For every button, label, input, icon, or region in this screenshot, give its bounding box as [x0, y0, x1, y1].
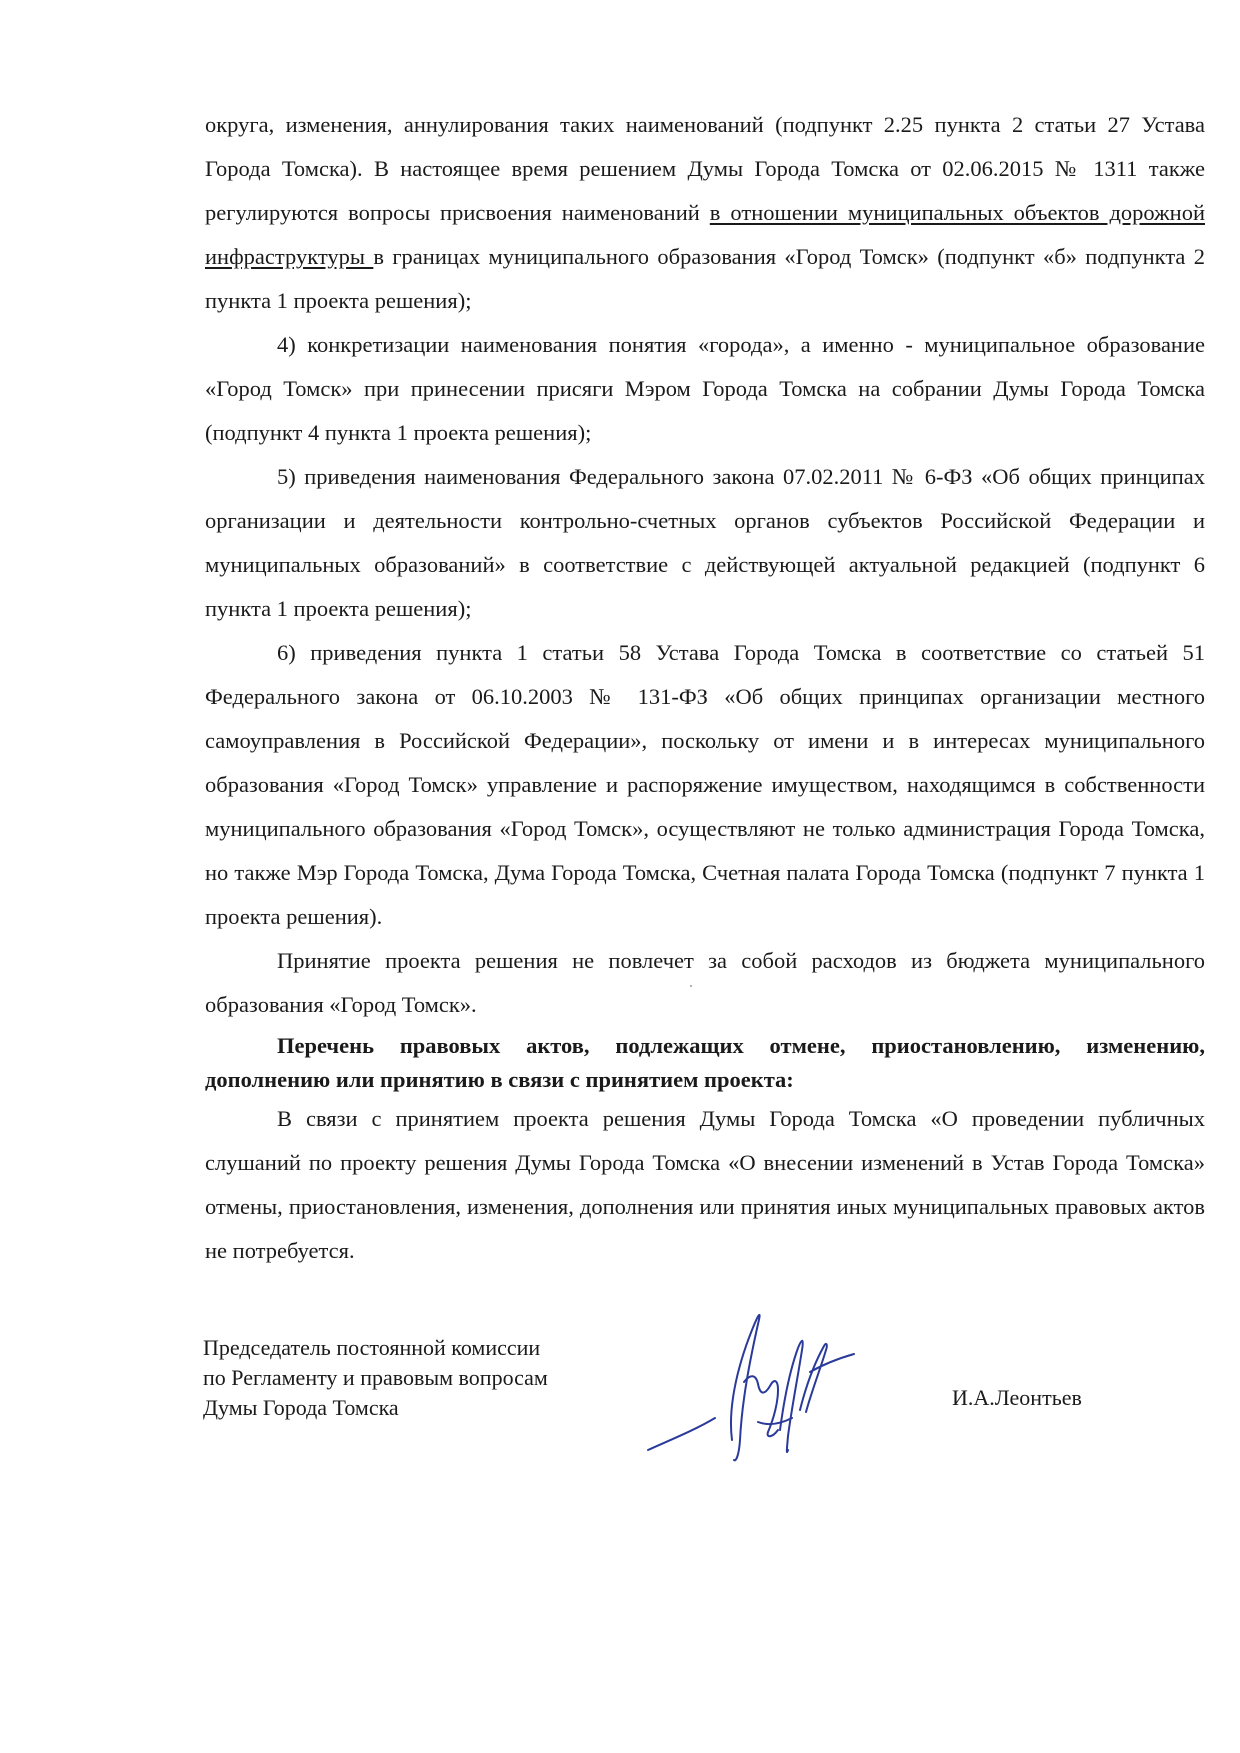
paragraph-legal-acts: В связи с принятием проекта решения Думы Города Томска «О проведении публичных слушаний по проекту решения Думы Города Томска «О внесении изменений в Устав Города Томска» отмены, приостановления, изменения, дополнения или принятия иных муниципальных правовых актов не потребуется. [205, 1106, 1205, 1263]
signature-stroke [744, 1376, 778, 1436]
paragraph-intro [205, 103, 1205, 323]
signature-stroke [731, 1315, 760, 1460]
signatory-title-line-2: по Регламенту и правовым вопросам [203, 1365, 548, 1390]
paragraph-item-4: 4) конкретизации наименования понятия «города», а именно - муниципальное образование «Город Томск» при принесении присяги Мэром Города Томска на собрании Думы Города Томска (подпункт 4 пункта 1 проекта решения); [205, 332, 1205, 445]
signatory-title-line-3: Думы Города Томска [203, 1395, 399, 1420]
section-heading: Перечень правовых актов, подлежащих отмене, приостановлению, изменению, дополнению или принятию в связи с принятием проекта: [205, 1033, 1205, 1092]
signatory-name: И.А.Леонтьев [952, 1385, 1082, 1410]
paragraph-intro-end: в границах муниципального образования «Город Томск» (подпункт «б» подпункта 2 пункта 1 проекта решения); [205, 244, 1206, 313]
handwritten-signature [640, 1290, 860, 1470]
paragraph-item-5: 5) приведения наименования Федерального закона 07.02.2011 № 6-ФЗ «Об общих принципах организации и деятельности контрольно-счетных органов субъектов Российской Федерации и муниципальных образований» в соответствие с действующей актуальной редакцией (подпункт 6 пункта 1 проекта решения); [205, 464, 1205, 621]
signature-stroke [780, 1341, 803, 1452]
scan-speck [690, 985, 692, 987]
signature-stroke [800, 1344, 827, 1412]
signature-stroke [758, 1418, 792, 1424]
paragraph-item-6: 6) приведения пункта 1 статьи 58 Устава Города Томска в соответствие со статьей 51 Федерального закона от 06.10.2003 № 131-ФЗ «Об общих принципах организации местного самоуправления в Российской Федерации», поскольку от имени и в интересах муниципального образования «Город Томск» управление и распоряжение имуществом, находящимся в собственности муниципального образования «Город Томск», осуществляют не только администрация Города Томска, но также Мэр Города Томска, Дума Города Томска, Счетная палата Города Томска (подпункт 7 пункта 1 проекта решения). [205, 640, 1205, 929]
paragraph-budget: Принятие проекта решения не повлечет за собой расходов из бюджета муниципального образования «Город Томск». [205, 948, 1205, 1017]
signature-stroke [648, 1418, 715, 1450]
underlined-phrase: в отношении муниципальных объектов дорожной инфраструктуры [205, 200, 1205, 269]
signatory-title-line-1: Председатель постоянной комиссии [203, 1335, 541, 1360]
document-body [205, 103, 1205, 1273]
paragraph-intro-text: округа, изменения, аннулирования таких наименований (подпункт 2.25 пункта 2 статьи 27 Устава Города Томска). В настоящее время решением Думы Города Томска от 02.06.2015 № 1311 также регулируются вопросы присвоения наименований [205, 112, 1205, 225]
signatory-title [203, 1333, 548, 1423]
